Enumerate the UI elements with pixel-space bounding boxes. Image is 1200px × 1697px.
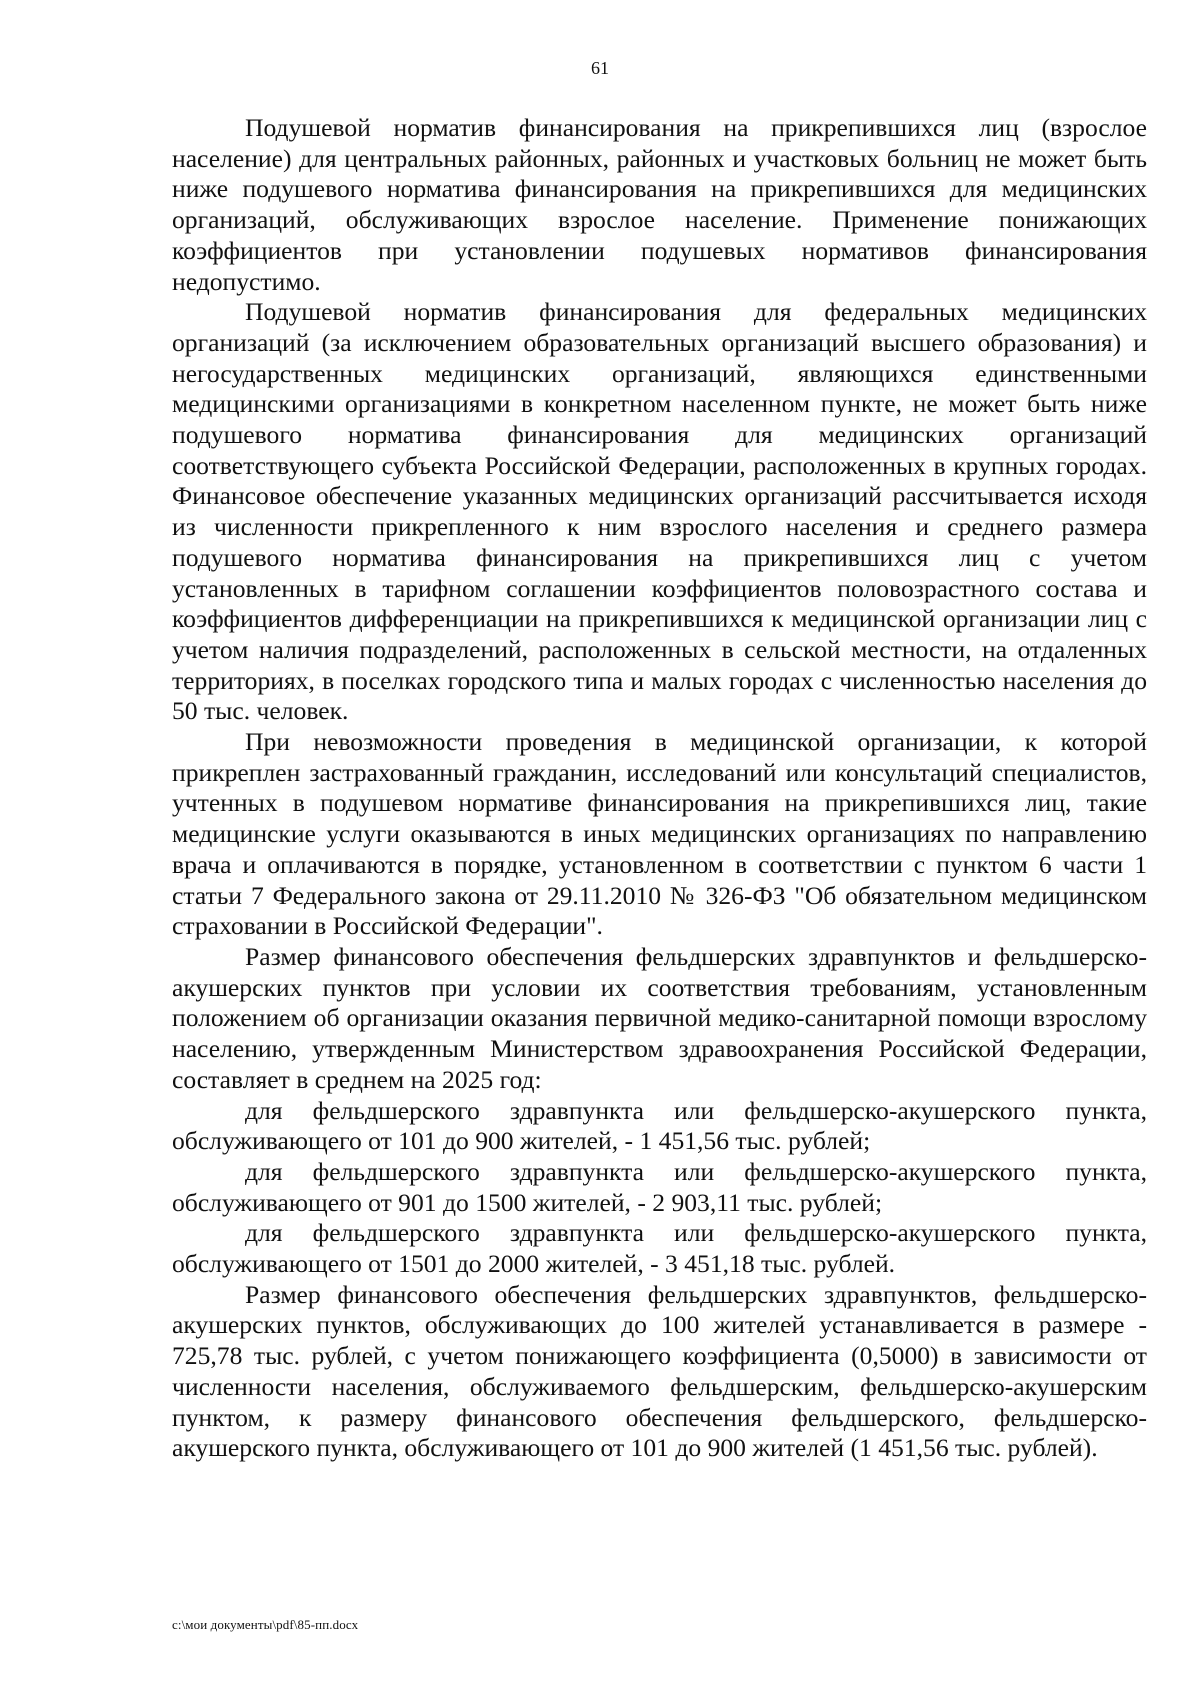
page-number: 61 xyxy=(591,58,609,78)
footer-file-path: c:\мои документы\pdf\85-пп.docx xyxy=(172,1617,359,1632)
list-item-901-1500: для фельдшерского здравпункта или фельдшерско-акушерского пункта, обслуживающего от 901 до 1500 жителей, - 2 903,11 тыс. рублей; xyxy=(172,1156,1147,1217)
list-item-101-900: для фельдшерского здравпункта или фельдшерско-акушерского пункта, обслуживающего от 101 до 900 жителей, - 1 451,56 тыс. рублей; xyxy=(172,1095,1147,1156)
paragraph-2: Подушевой норматив финансирования для федеральных медицинских организаций (за исключением образовательных организаций высшего образования) и негосударственных медицинских организаций, являющихся единственными медицинскими организациями в конкретном населенном пункте, не может быть ниже подушевого норматива финансирования для медицинских организаций соответствующего субъекта Российской Федерации, расположенных в крупных городах. Финансовое обеспечение указанных медицинских организаций рассчитывается исходя из численности прикрепленного к ним взрослого населения и среднего размера подушевого норматива финансирования на прикрепившихся лиц с учетом установленных в тарифном соглашении коэффициентов половозрастного состава и коэффициентов дифференциации на прикрепившихся к медицинской организации лиц с учетом наличия подразделений, расположенных в сельской местности, на отдаленных территориях, в поселках городского типа и малых городах с численностью населения до 50 тыс. человек. xyxy=(172,297,1147,726)
document-body xyxy=(172,113,1147,1464)
paragraph-1: Подушевой норматив финансирования на прикрепившихся лиц (взрослое население) для центральных районных, районных и участковых больниц не может быть ниже подушевого норматива финансирования на прикрепившихся для медицинских организаций, обслуживающих взрослое население. Применение понижающих коэффициентов при установлении подушевых нормативов финансирования недопустимо. xyxy=(172,113,1147,296)
paragraph-4: Размер финансового обеспечения фельдшерских здравпунктов и фельдшерско-акушерских пунктов при условии их соответствия требованиям, установленным положением об организации оказания первичной медико-санитарной помощи взрослому населению, утвержденным Министерством здравоохранения Российской Федерации, составляет в среднем на 2025 год: xyxy=(172,941,1147,1094)
paragraph-5: Размер финансового обеспечения фельдшерских здравпунктов, фельдшерско-акушерских пунктов, обслуживающих до 100 жителей устанавливается в размере - 725,78 тыс. рублей, с учетом понижающего коэффициента (0,5000) в зависимости от численности населения, обслуживаемого фельдшерским, фельдшерско-акушерским пунктом, к размеру финансового обеспечения фельдшерского, фельдшерско-акушерского пункта, обслуживающего от 101 до 900 жителей (1 451,56 тыс. рублей). xyxy=(172,1279,1147,1463)
paragraph-3: При невозможности проведения в медицинской организации, к которой прикреплен застрахованный гражданин, исследований или консультаций специалистов, учтенных в подушевом нормативе финансирования на прикрепившихся лиц, такие медицинские услуги оказываются в иных медицинских организациях по направлению врача и оплачиваются в порядке, установленном в соответствии с пунктом 6 части 1 статьи 7 Федерального закона от 29.11.2010 № 326-ФЗ "Об обязательном медицинском страховании в Российской Федерации". xyxy=(172,727,1147,941)
list-item-1501-2000: для фельдшерского здравпункта или фельдшерско-акушерского пункта, обслуживающего от 1501 до 2000 жителей, - 3 451,18 тыс. рублей. xyxy=(172,1218,1147,1279)
